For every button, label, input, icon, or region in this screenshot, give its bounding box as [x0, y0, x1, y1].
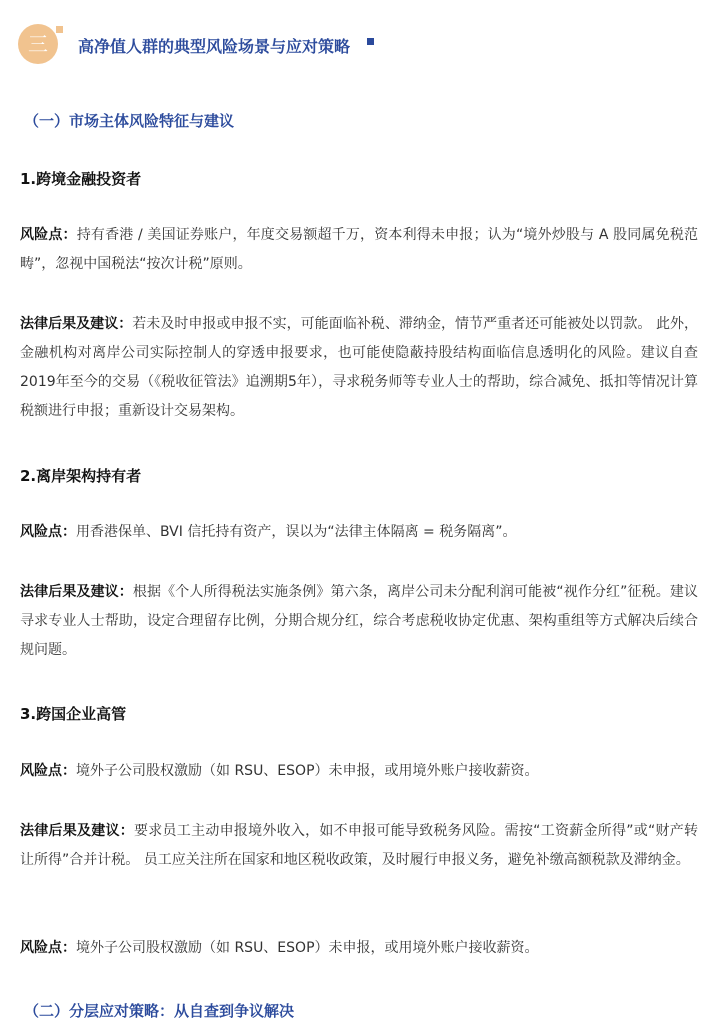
case-3-risk-paragraph-repeat — [20, 934, 698, 963]
advice-label: 法律后果及建议： — [20, 584, 133, 600]
advice-text: 根据《个人所得税法实施条例》第六条，离岸公司未分配利润可能被“视作分红”征税。建议寻求专业人士帮助，设定合理留存比例，分期合规分红，综合考虑税收协定优惠、架构重组等方式解决后续合规问题。 — [20, 584, 698, 658]
advice-label: 法律后果及建议： — [20, 316, 133, 332]
case-1-risk-paragraph — [20, 221, 698, 279]
section-heading-2: （二）分层应对策略：从自查到争议解决 — [24, 1002, 295, 1020]
badge-accent-square — [56, 26, 63, 33]
case-2-risk-paragraph — [20, 518, 698, 547]
risk-label: 风险点： — [20, 524, 76, 540]
risk-text: 持有香港 / 美国证券账户，年度交易额超千万，资本利得未申报；认为“境外炒股与 A 股同属免税范畴”，忽视中国税法“按次计税”原则。 — [20, 227, 698, 272]
section-number-badge: 三 — [18, 24, 58, 64]
risk-text: 用香港保单、BVI 信托持有资产，误以为“法律主体隔离 = 税务隔离”。 — [76, 524, 517, 540]
risk-text: 境外子公司股权激励（如 RSU、ESOP）未申报，或用境外账户接收薪资。 — [76, 763, 539, 779]
risk-label: 风险点： — [20, 940, 76, 956]
risk-text: 境外子公司股权激励（如 RSU、ESOP）未申报，或用境外账户接收薪资。 — [76, 940, 539, 956]
case-3-title: 3.跨国企业高管 — [20, 705, 127, 723]
case-3-advice-paragraph — [20, 817, 698, 875]
case-2-advice-paragraph — [20, 578, 698, 665]
advice-text: 若未及时申报或申报不实，可能面临补税、滞纳金，情节严重者还可能被处以罚款。 此外，金融机构对离岸公司实际控制人的穿透申报要求，也可能使隐蔽持股结构面临信息透明化的风险。建议自查2019年至今的交易（《税收征管法》追溯期5年），寻求税务师等专业人士的帮助，综合减免、抵扣等情况计算税额进行申报；重新设计交易架构。 — [20, 316, 699, 419]
case-1-advice-paragraph — [20, 310, 698, 426]
page-title: 高净值人群的典型风险场景与应对策略 — [78, 37, 351, 56]
case-2-title: 2.离岸架构持有者 — [20, 467, 142, 485]
advice-label: 法律后果及建议： — [20, 823, 135, 839]
section-header — [18, 22, 418, 68]
risk-label: 风险点： — [20, 763, 76, 779]
case-1-title: 1.跨境金融投资者 — [20, 170, 142, 188]
case-3-risk-paragraph — [20, 757, 698, 786]
advice-text: 要求员工主动申报境外收入，如不申报可能导致税务风险。需按“工资薪金所得”或“财产转让所得”合并计税。 员工应关注所在国家和地区税收政策，及时履行申报义务，避免补缴高额税款及滞纳金。 — [20, 823, 698, 868]
risk-label: 风险点： — [20, 227, 77, 243]
title-decoration-square — [367, 38, 374, 45]
section-heading-1: （一）市场主体风险特征与建议 — [24, 112, 235, 130]
